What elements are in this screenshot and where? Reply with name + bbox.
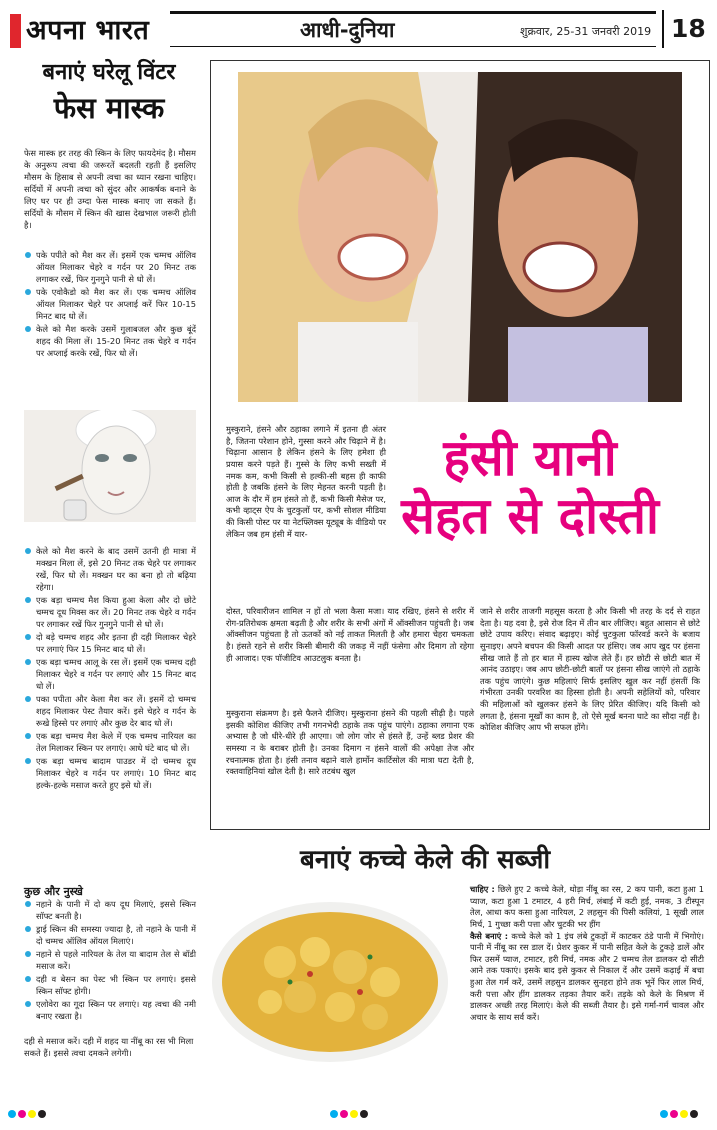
mask-list-3: [24, 898, 196, 1023]
registration-marks-right: [660, 1110, 700, 1120]
recipe-title: बनाएं कच्चे केले की सब्जी: [300, 845, 551, 875]
section-title: आधी-दुनिया: [300, 18, 395, 42]
page-number-divider: [662, 10, 664, 48]
brand-name: अपना भारत: [26, 15, 150, 46]
mask-tail-text: दही से मसाज करें। दही में शहद या नींबू का रस भी मिला सकते हैं। इससे त्वचा दमकने लगेगी।: [24, 1036, 194, 1059]
mask-lead: फेस मास्क हर तरह की स्किन के लिए फायदेमंद है। मौसम के अनुरूप त्वचा की जरूरतें बदलती रहती हैं इसलिए मौसम के हिसाब से अपनी त्वचा का ध्यान रखना चाहिए। सर्दियों में अपनी त्वचा को सुंदर और आकर्षक बनाने के लिए घर पर ही उम्दा फेस मास्क बनाए जा सकते हैं। सर्दियों के मौसम में स्किन की खास देखभाल जरूरी होती है।: [24, 148, 196, 231]
list-item: एक बड़ा चम्मच बादाम पाउडर में दो चम्मच दूध मिलाकर चेहरे व गर्दन पर लगाएं। 10 मिनट बाद हल्के-हल्के मसाज करते हुए इसे धो लें।: [24, 755, 196, 791]
tips-heading: कुछ और नुस्खे: [24, 885, 83, 898]
registration-dot: [680, 1110, 688, 1118]
feature-column-right: जाने से शरीर ताजगी महसूस करता है और किसी भी तरह के दर्द से राहत देता है। यह दवा है, इसे रोज दिन में तीन बार लीजिए। बहुत आसान से छोटे छोटे उपाय करिए। संवाद बढ़ाइए। कोई चुटकुला फॉरवर्ड करने के बजाय सुनाइए। अपने बचपन की किसी आदत पर हंसिए। जब आप खुद पर हंसना सीख जाते हैं तो हर बात में हास्य खोज लेते हैं। हर छोटी से छोटी बात में आनंद उठाइए। जब आप छोटी-छोटी बातों पर हंसना सीख जाएंगे तो ठहाके तक पहुंच जाएंगे। कुछ महिलाएं सिर्फ इसलिए खुल कर नहीं हंसतीं कि गंभीरता उनकी परवरिश का हिस्सा होती है। अपनी सहेलियों को, परिवार की महिलाओं को खुलकर हंसने के लिए प्रेरित कीजिए। यदि किसी को लगता है, हंसना मूर्खों का काम है, तो ऐसे मूर्ख बनना घाटे का सौदा नहीं है। कोशिश कीजिए आप भी सफल होंगे।: [480, 606, 700, 733]
feature-headline-line2: सेहत से दोस्ती: [401, 486, 659, 545]
registration-dot: [340, 1110, 348, 1118]
mask-title-line2: फेस मास्क: [53, 91, 165, 125]
registration-dot: [8, 1110, 16, 1118]
registration-dot: [350, 1110, 358, 1118]
feature-column-wide-1: दोस्त, परिवारीजन शामिल न हों तो भला कैसा मजा। याद रखिए, हंसने से शरीर में रोग-प्रतिरोधक क्षमता बढ़ती है और शरीर के सभी अंगों में ऑक्सीजन पहुंचती है। जब ऑक्सीजन पहुंचता है तो ऊतकों को नई ताकत मिलती है और हमारा चेहरा चमकता है। हंसते रहने से शरीर किसी बीमारी की जकड़ में नहीं फंसेगा और दिमाग तो रहेगा ही आजाद। एक पॉजीटिव आउटलुक बनता है।: [226, 606, 474, 663]
feature-headline-line1: हंसी यानी: [443, 429, 617, 487]
mask-list-2: [24, 545, 196, 792]
feature-headline: [365, 430, 695, 545]
list-item: एक बड़ा चम्मच आलू के रस लें। इसमें एक चम्मच दही मिलाकर चेहरे व गर्दन पर लगाएं और 15 मिनट बाद धो लें।: [24, 656, 196, 692]
list-item: दो बड़े चम्मच शहद और इतना ही दही मिलाकर चेहरे पर लगाएं फिर 15 मिनट बाद धो लें।: [24, 631, 196, 655]
method-text: कच्चे केले को 1 इंच लंबे टुकड़ों में काटकर ठंडे पानी में भिगोएं। पानी में नींबू का रस डाल दें। प्रेशर कुकर में पानी सहित केले के टुकड़े डालें और फिर उसमें प्याज, टमाटर, हरी मिर्च, नमक और 2 चम्मच तेल डालकर दो सीटी आने तक पकाएं। इसके बाद इसे कुकर से निकाल दें और उसमें कढ़ाई में बचा हुआ तेल गर्म करें, उसमें लहसुन डालकर सुनहरा होने तक भूनें फिर लाल मिर्च, करी पत्ता और हींग डालकर तड़का तैयार करें। तड़के को केले के मिश्रण में डालकर अच्छी तरह मिलाएं। केले की सब्जी तैयार है। इसे गर्मा-गर्म चावल और अचार के साथ सर्व करें।: [470, 930, 704, 1023]
laughing-friends-photo: [238, 72, 682, 402]
brand-accent-block: [10, 14, 21, 48]
list-item: नहाने के पानी में दो कप दूध मिलाएं, इससे स्किन सॉफ्ट बनती है।: [24, 898, 196, 922]
recipe-body: [470, 884, 704, 1024]
list-item: पके एवोकैडो को मैश कर लें। एक चम्मच ऑलिव ऑयल मिलाकर चेहरे पर अप्लाई करें फिर 10-15 मिनट बाद धो लें।: [24, 286, 196, 322]
list-item: केले को मैश करके उसमें गुलाबजल और कुछ बूंदें शहद की मिला लें। 15-20 मिनट तक चेहरे व गर्दन पर अप्लाई करके रखें, फिर धो लें।: [24, 323, 196, 359]
registration-marks-left: [8, 1110, 48, 1120]
registration-marks-center: [330, 1110, 370, 1120]
registration-dot: [28, 1110, 36, 1118]
face-mask-photo: [24, 410, 196, 522]
registration-dot: [670, 1110, 678, 1118]
list-item: पके पपीते को मैश कर लें। इसमें एक चम्मच ऑलिव ऑयल मिलाकर चेहरे व गर्दन पर 20 मिनट तक लगाकर रखें, फिर गुनगुने पानी से धो लें।: [24, 249, 196, 285]
mask-title-line1: बनाएं घरेलू विंटर: [42, 60, 176, 85]
list-item: नहाने से पहले नारियल के तेल या बादाम तेल से बॉडी मसाज करें।: [24, 948, 196, 972]
list-item: एक बड़ा चम्मच मैश केले में एक चम्मच नारियल का तेल मिलाकर स्किन पर लगाएं। आधे घंटे बाद धो लें।: [24, 730, 196, 754]
curry-illustration: [210, 882, 460, 1072]
feature-column-wide-2: मुस्कुराना संक्रमण है। इसे फैलने दीजिए। मुस्कुराना हंसने की पहली सीढ़ी है। पहले इसकी कोशिश कीजिए तभी गगनभेदी ठहाके तक पहुंच पाएंगे। ठहाका लगाना एक अभ्यास है जो धीरे-धीरे ही आएगा। जो लोग जोर से हंसते हैं, उन्हें ब्लड प्रेशर की समस्या न के बराबर होती है। उनका दिमाग न हंसने वालों की अपेक्षा तेज और रचनात्मक होता है। हंसी तनाव बढ़ाने वाले हार्मोन कार्टिसोल की मात्रा घटा देती है, रक्तवाहिनियां खोल देती है। सारे तटबंध खुल: [226, 708, 474, 777]
list-item: पका पपीता और केला मैश कर लें। इसमें दो चम्मच शहद मिलाकर पेस्ट तैयार करें। इसे चेहरे व गर्दन के रूखे हिस्से पर लगाएं और कुछ देर बाद धो लें।: [24, 693, 196, 729]
method-label: कैसे बनाएं :: [470, 930, 509, 941]
header-rule-bottom: [170, 46, 656, 47]
dateline: शुक्रवार, 25-31 जनवरी 2019: [520, 25, 652, 38]
raw-banana-curry-photo: [210, 882, 460, 1072]
header-rule-top: [170, 11, 656, 14]
registration-dot: [360, 1110, 368, 1118]
list-item: केले को मैश करने के बाद उसमें उतनी ही मात्रा में मक्खन मिला लें, इसे 20 मिनट तक चेहरे पर लगाकर रखें, फिर धो लें। मक्खन घर का बना हो तो बढ़िया रहेगा।: [24, 545, 196, 593]
list-item: एक बड़ा चम्मच मैश किया हुआ केला और दो छोटे चम्मच दूध मिक्स कर लें। 20 मिनट तक चेहरे व गर्दन पर लगाकर रखें फिर गुनगुने पानी से धो लें।: [24, 594, 196, 630]
list-item: दही व बेसन का पेस्ट भी स्किन पर लगाएं। इससे स्किन सॉफ्ट होगी।: [24, 973, 196, 997]
registration-dot: [38, 1110, 46, 1118]
ingredients-text: छिले हुए 2 कच्चे केले, थोड़ा नींबू का रस, 2 कप पानी, कटा हुआ 1 प्याज, कटा हुआ 1 टमाटर, 4 हरी मिर्च, लंबाई में कटी हुई, नमक, 3 टीस्पून तेल, आधा कप कसा हुआ नारियल, 2 लहसुन की पिसी कलियां, 1 सूखी लाल मिर्च, 1 गुच्छा करी पत्ता और चुटकी भर हींग: [470, 884, 704, 929]
registration-dot: [330, 1110, 338, 1118]
registration-dot: [18, 1110, 26, 1118]
mask-list-1: [24, 249, 196, 360]
face-mask-illustration: [24, 410, 196, 522]
page-number: 18: [671, 14, 706, 43]
ingredients-label: चाहिए :: [470, 884, 495, 894]
feature-column-narrow: मुस्कुराने, हंसने और ठहाका लगाने में इतना ही अंतर है, जितना परेशान होने, गुस्सा करने और चिढ़ाने में है। चिढ़ाना आसान है लेकिन हंसने के लिए हमेशा ही प्रयास करने पड़ते हैं। गुस्से के लिए कभी सख्ती में नमक कम, कभी किसी से हल्की-सी बहस ही काफी होती है जबकि हंसने के लिए मेहनत करनी पड़ती है। आज के दौर में हम हंसते तो हैं, कभी किसी मैसेज पर, कभी व्हाट्स ऐप के चुटकुलों पर, कभी सोशल मीडिया की किसी पोस्ट पर या नेटफ्लिक्स यूट्यूब के वीडियो पर लेकिन जब हम हंसी में यार-: [226, 424, 386, 539]
list-item: एलोवेरा का गूदा स्किन पर लगाएं। यह त्वचा की नमी बनाए रखता है।: [24, 998, 196, 1022]
laughing-friends-illustration: [238, 72, 682, 402]
list-item: ड्राई स्किन की समस्या ज्यादा है, तो नहाने के पानी में दो चम्मच ऑलिव ऑयल मिलाएं।: [24, 923, 196, 947]
registration-dot: [660, 1110, 668, 1118]
registration-dot: [690, 1110, 698, 1118]
